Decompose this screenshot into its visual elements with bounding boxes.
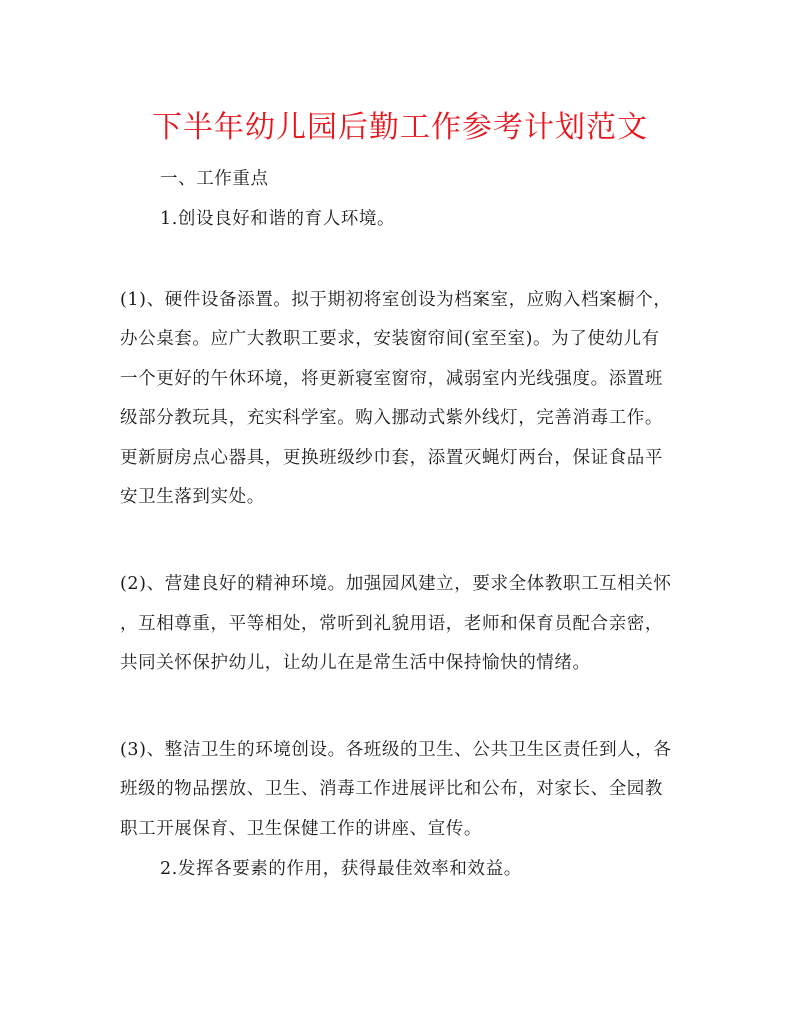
- paragraph-line: 办公桌套。应广大教职工要求，安装窗帘间(室至室)。为了使幼儿有: [120, 329, 660, 349]
- subsection-heading: 1.创设良好和谐的育人环境。: [160, 209, 396, 229]
- paragraph-line: ，互相尊重，平等相处，常听到礼貌用语，老师和保育员配合亲密，: [120, 614, 663, 634]
- paragraph-line: 更新厨房点心器具，更换班级纱巾套，添置灭蝇灯两台，保证食品平: [120, 448, 663, 468]
- section-heading: 一、工作重点: [160, 169, 269, 189]
- document-title: 下半年幼儿园后勤工作参考计划范文: [152, 110, 648, 145]
- paragraph-line: 共同关怀保护幼儿，让幼儿在是常生活中保持愉快的情绪。: [120, 653, 591, 673]
- paragraph-line: 一个更好的午休环境，将更新寝室窗帘，减弱室内光线强度。添置班: [120, 369, 663, 389]
- paragraph-line: 级部分教玩具，充实科学室。购入挪动式紫外线灯，完善消毒工作。: [120, 408, 663, 428]
- paragraph-line: 职工开展保育、卫生保健工作的讲座、宣传。: [120, 819, 482, 839]
- paragraph-line: (1)、硬件设备添置。拟于期初将室创设为档案室，应购入档案橱个，: [120, 290, 672, 310]
- paragraph-line: 安卫生落到实处。: [120, 487, 265, 507]
- subsection-heading: 2.发挥各要素的作用，获得最佳效率和效益。: [160, 859, 522, 879]
- paragraph-line: (2)、营建良好的精神环境。加强园风建立，要求全体教职工互相关怀: [120, 574, 672, 594]
- paragraph-line: 班级的物品摆放、卫生、消毒工作进展评比和公布，对家长、全园教: [120, 779, 663, 799]
- paragraph-line: (3)、整洁卫生的环境创设。各班级的卫生、公共卫生区责任到人，各: [120, 740, 672, 760]
